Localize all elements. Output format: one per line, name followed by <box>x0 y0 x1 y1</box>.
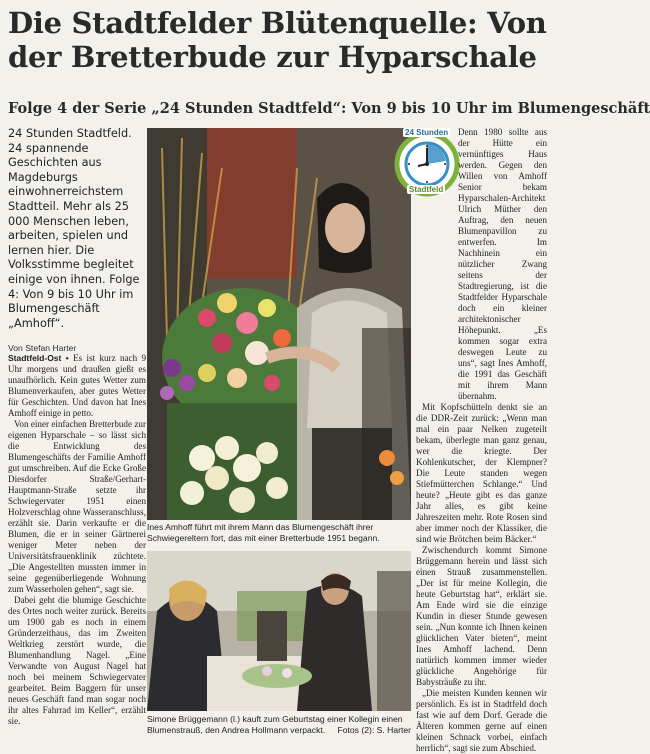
article-paragraph: Denn 1980 sollte aus der Hütte ein vernünftiges Haus werden. Gegen den Willen von Amhoff Senior bekam Hyparschalen-Architekt Ulrich Müther den Auftrag, den neuen Blumenpavillon zu entwerfen. Im Nachhinein ein nützlicher Zwang seitens der Stadtregierung, ist die Stadtfelder Hyparschale doch ein kleiner architektonischer Höhepunkt. „Es kommen sogar extra deswegen Leute zu uns“, sagt Ines Amhoff, die 1991 das Geschäft mit ihrem Mann übernahm. <box>458 127 547 401</box>
secondary-photo-caption <box>147 714 411 736</box>
headline: Die Stadtfelder Blütenquelle: Von der Bretterbude zur Hyparschale <box>8 6 547 74</box>
badge-label-top: 24 Stunden <box>405 128 449 137</box>
article-body-left <box>8 353 146 727</box>
article-paragraph: Dabei geht die blumige Geschichte des Ortes noch weiter zurück. Bereits um 1900 gab es noch in einem Gründerzeithaus, das im Zweiten Weltkrieg zerstört wurde, die Blumenhandlung Nagel. „Eine Verwandte von August Nagel hat noch bei meinem Schwiegervater gearbeitet. Beim Baggern für unser neues Geschäft fand man sogar noch ihr altes Fahrrad im Keller“, erzählt sie. <box>8 595 146 727</box>
main-photo <box>147 128 411 520</box>
article-paragraph: Zwischendurch kommt Simone Brüggemann herein und lässt sich einen Strauß zusammenstellen. „Der ist für meine Kollegin, die heute Geburtstag hat“, erklärt sie. Am Ende wird sie die einzige Kundin in dieser Stunde gewesen sein. „Nun konnte ich Ihnen keinen glücklichen Vater bieten“, meint Ines Amhoff lachend. Denn natürlich kommen immer wieder glückliche Angehörige für Babysträuße zu ihr. <box>416 545 547 687</box>
florist-photo-illustration <box>147 128 411 520</box>
photo-credit: Fotos (2): S. Harter <box>337 725 411 735</box>
article-body-right-cont <box>416 402 547 754</box>
intro-text: 24 Stunden Stadtfeld. 24 spannende Geschichten aus Magdeburgs einwohnerreichstem Stadtteil. Mehr als 25 000 Menschen leben, arbeiten, spielen und lernen hier. Die Volksstimme begleitet einige von ihnen. Folge 4: Von 9 bis 10 Uhr im Blumengeschäft „Amhoff“. <box>8 127 140 330</box>
paragraph-text: Es ist kurz nach 9 Uhr morgens und draußen gießt es unaufhörlich. Kein gutes Wetter zum Blumenverkaufen, aber gutes Wetter für Geschichten. Und davon hat Ines Amhoff einige in petto. <box>8 353 146 419</box>
byline: Von Stefan Harter <box>8 343 77 354</box>
shop-interior-illustration <box>147 551 411 711</box>
subhead: Folge 4 der Serie „24 Stunden Stadtfeld“: Von 9 bis 10 Uhr im Blumengeschäft <box>8 100 650 117</box>
article-body-right <box>416 127 547 402</box>
column-left <box>8 127 146 739</box>
dateline: Stadtfeld-Ost • <box>8 353 69 364</box>
article-paragraph <box>8 353 146 419</box>
main-photo-caption: Ines Amhoff führt mit ihrem Mann das Blumengeschäft ihrer Schwiegereltern fort, das mit einer Bretterbude 1951 begann. <box>147 522 380 543</box>
badge-label-bottom: Stadtfeld <box>409 185 444 194</box>
article-paragraph: Von einer einfachen Bretterbude zur eigenen Hyparschale – so lässt sich die Entwicklung des Blumengeschäfts der Familie Amhoff gut umschreiben. Auf die Ecke Große Diesdorfer Straße/Gerhart-Hauptmann-Straße setzte ihr Schwiegervater 1951 einen Holzverschlag ohne Wasseranschluss, erzählt sie. Darin verkaufte er die Blumen, die er in seiner Gärtnerei weniger Meter neben der Universitätsfrauenklinik züchtete. „Die Angestellten mussten immer in seine gegenüberliegende Wohnung zum Wasserholen gehen“, sagt sie. <box>8 419 146 595</box>
article-paragraph: Mit Kopfschütteln denkt sie an die DDR-Zeit zurück: „Wenn man mal ein paar Nelken zugeteilt bekam, überlegte man ganz genau, wer die kriegte. Der Kohlenkutscher, der Klempner? Die Leute standen wegen Stiefmütterchen Schlange.“ Und heute? „Heute gibt es das ganze Jahr alles, es gibt keine Jahreszeiten mehr. Rote Rosen sind aber immer noch der Klassiker, die sind wie Brötchen beim Bäcker.“ <box>416 402 547 544</box>
caption-text: Simone Brüggemann (l.) kauft zum Geburtstag einer Kollegin einen Blumenstrauß, den Andrea Hollmann verpackt. <box>147 714 403 735</box>
column-right <box>416 127 547 753</box>
secondary-photo <box>147 551 411 711</box>
article-paragraph: „Die meisten Kunden kennen wir persönlich. Es ist in Stadtfeld doch fast wie auf dem Dorf. Gerade die Älteren kommen gerne auf einen kleinen Schnack vorbei, einfach herrlich“, sagt sie zum Abschied. <box>416 688 547 753</box>
